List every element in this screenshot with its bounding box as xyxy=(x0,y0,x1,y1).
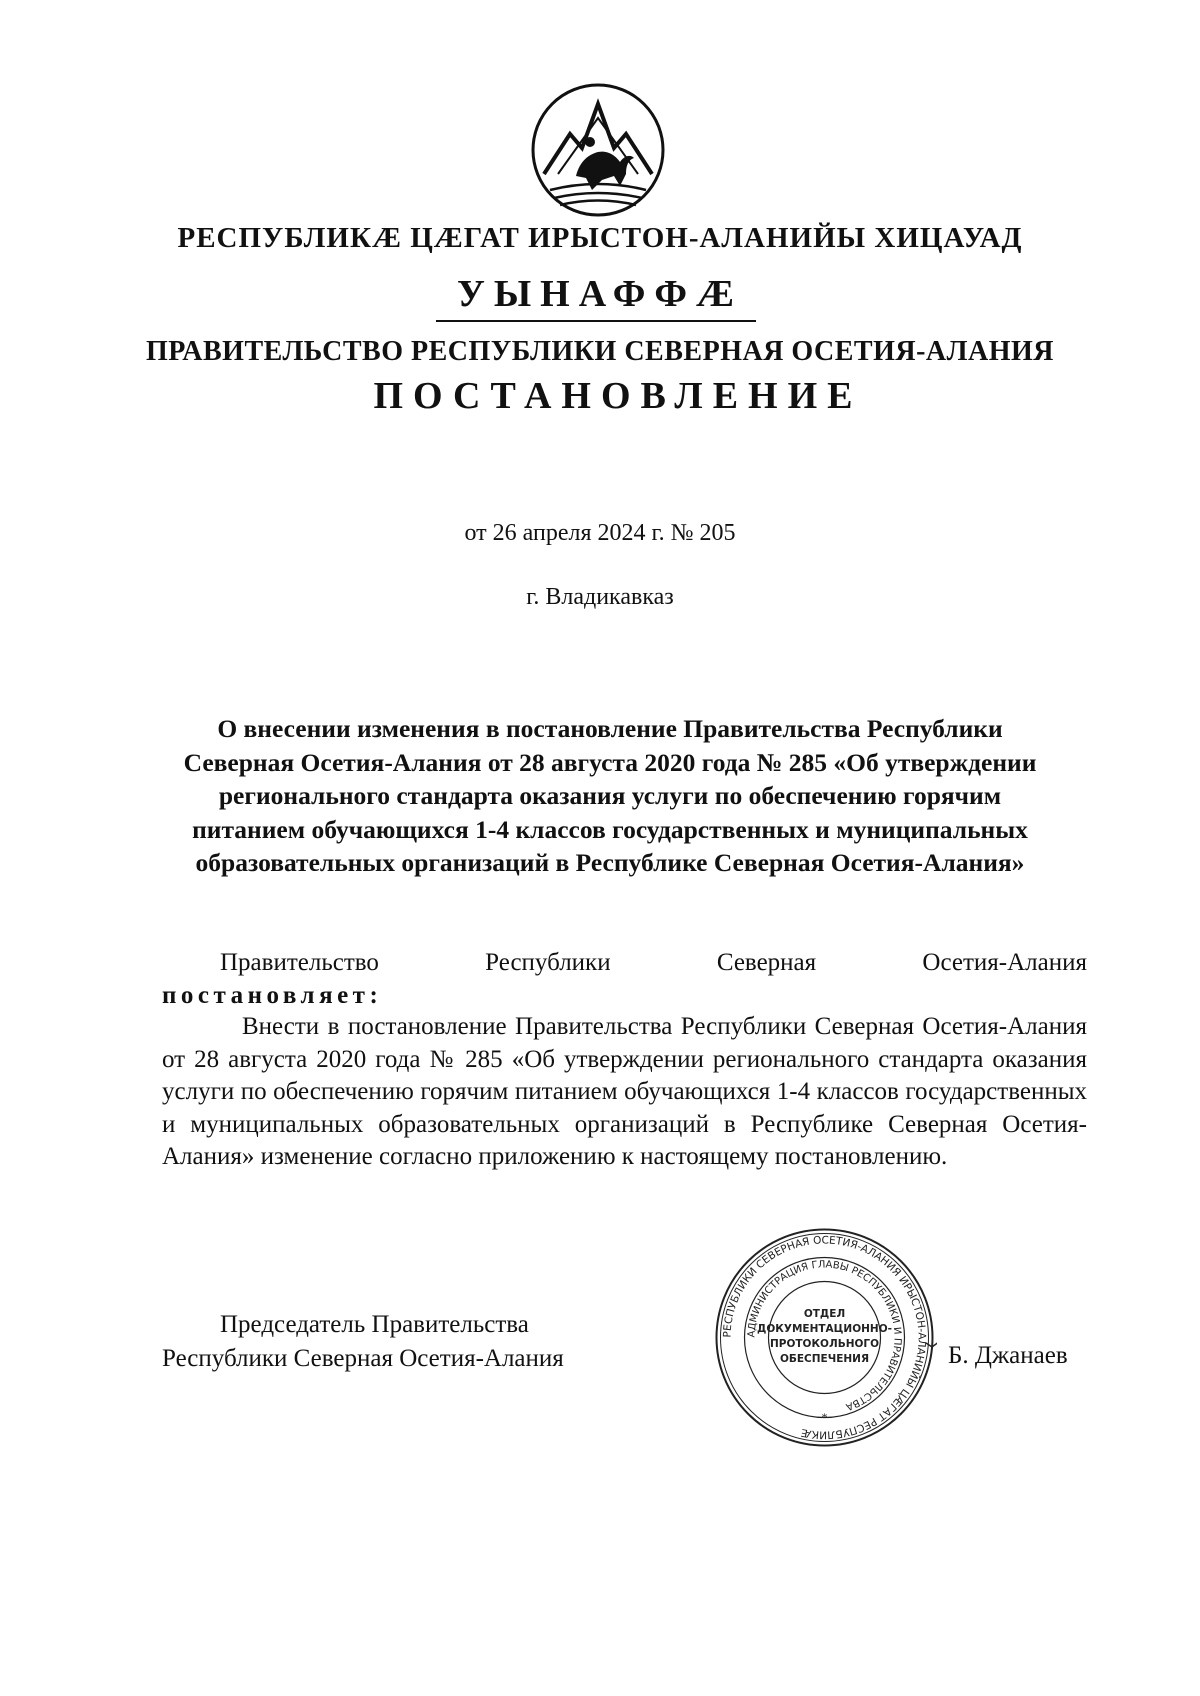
signatory-name: Б. Джанаев xyxy=(948,1342,1068,1369)
preamble-verb: постановляет: xyxy=(162,982,383,1009)
government-name-russian: ПРАВИТЕЛЬСТВО РЕСПУБЛИКИ СЕВЕРНАЯ ОСЕТИЯ-АЛАНИЯ xyxy=(145,336,1055,367)
document-type-russian: ПОСТАНОВЛЕНИЕ xyxy=(373,375,863,417)
resolution-body: Внести в постановление Правительства Республики Северная Осетия-Алания от 28 августа 2020 года № 285 «Об утверждении регионального стандарта оказания услуги по обеспечению горячим питанием обучающихся 1-4 классов государственных и муниципальных образовательных организаций в Республике Северная Осетия-Алания» изменение согласно приложению к настоящему постановлению. xyxy=(162,1013,1087,1170)
header-divider xyxy=(436,320,756,322)
document-date-number: от 26 апреля 2024 г. № 205 xyxy=(464,520,736,546)
official-seal-stamp xyxy=(712,1225,937,1450)
seal-star-icon: * xyxy=(821,1410,828,1424)
seal-center-line: ОБЕСПЕЧЕНИЯ xyxy=(779,1353,870,1365)
signatory-title-line2: Республики Северная Осетия-Алания xyxy=(162,1345,564,1372)
government-name-ossetian: РЕСПУБЛИКӔ ЦӔГАТ ИРЫСТОН-АЛАНИЙЫ ХИЦАУАД xyxy=(177,222,1023,254)
seal-center-line: ПРОТОКОЛЬНОГО xyxy=(769,1338,880,1350)
document-subject-title: О внесении изменения в постановление Правительства Республики Северная Осетия-Алания от 28 августа 2020 года № 285 «Об утверждении регионального стандарта оказания услуги по обеспечению горячим питанием обучающихся 1-4 классов государственных и муниципальных образовательных организаций в Республике Северная Осетия-Алания» xyxy=(183,714,1037,877)
signatory-title-line1: Председатель Правительства xyxy=(220,1311,529,1338)
signatory-title xyxy=(162,1308,564,1376)
preamble-word: Северная xyxy=(716,949,817,976)
preamble-word: Осетия-Алания xyxy=(922,949,1087,976)
document-city: г. Владикавказ xyxy=(526,584,674,610)
preamble-word: Республики xyxy=(485,949,611,976)
coat-of-arms-emblem xyxy=(530,82,666,218)
seal-outer-text: РЕСПУБЛИКИ СЕВЕРНАЯ ОСЕТИЯ-АЛАНИЯ ИРЫСТОН-АЛАНИЙЫ ЦӔГАТ РЕСПУБЛИКӔ xyxy=(721,1234,928,1441)
seal-center-line: ДОКУМЕНТАЦИОННО- xyxy=(757,1323,892,1335)
seal-center-line: ОТДЕЛ xyxy=(803,1308,846,1320)
seal-inner-text: АДМИНИСТРАЦИЯ ГЛАВЫ РЕСПУБЛИКИ И ПРАВИТЕЛЬСТВА xyxy=(746,1259,903,1412)
document-type-ossetian: УЫНАФФӔ xyxy=(456,273,744,315)
preamble xyxy=(162,946,1087,1012)
preamble-word: Правительство xyxy=(220,949,379,976)
svg-text:АДМИНИСТРАЦИЯ ГЛАВЫ РЕСПУБЛИКИ xyxy=(746,1259,902,1412)
